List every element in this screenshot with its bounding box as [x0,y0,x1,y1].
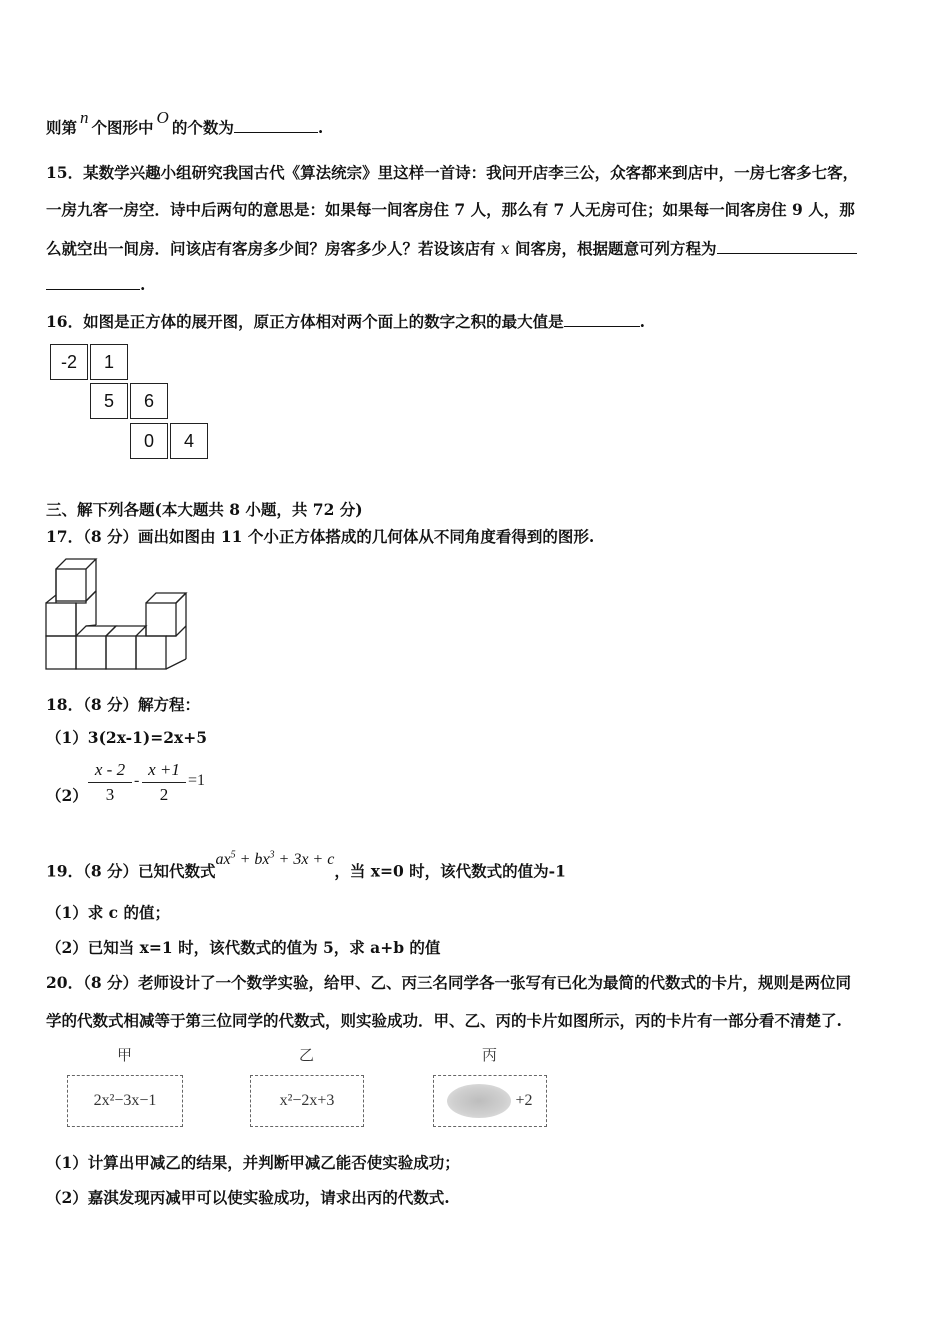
term-b: + bx [235,851,270,869]
q15-line3-a: 么就空出一间房．问该店有客房多少间？房客多少人？若设该店有 [46,239,501,258]
answer-blank[interactable] [564,310,640,327]
q20-part2: （2）嘉淇发现丙减甲可以使实验成功，请求出丙的代数式. [46,1188,450,1207]
q20-line1: 20．（8 分）老师设计了一个数学实验，给甲、乙、丙三名同学各一张写有已化为最简的代数式的卡片，规则是两位同 [46,973,852,992]
fraction-2-num: x +1 [148,760,180,779]
card-label-jia: 甲 [117,1046,133,1064]
fraction-1-num: x - 2 [94,760,126,779]
q17-line: 17．（8 分）画出如图由 11 个小正方体搭成的几何体从不同角度看得到的图形. [46,527,595,546]
term-a: ax [215,851,231,869]
q19-prefix: 19．（8 分）已知代数式 [46,861,216,881]
net-cell: -2 [50,344,88,380]
card-yi: x²−2x+3 [250,1075,364,1127]
net-cell: 0 [130,423,168,459]
q14-line [46,108,324,138]
card-jia: 2x²−3x−1 [67,1075,183,1127]
q16-line [46,310,645,332]
var-o: O [156,108,169,127]
term-c: + 3x + c [274,851,335,869]
q18-part1: （1）3(2x-1)=2x+5 [46,728,207,747]
equation-rhs: =1 [188,772,206,789]
card-bing-text: +2 [515,1092,533,1109]
exponent: 3 [269,850,275,861]
fraction-2 [142,760,186,805]
cube-stack-figure [44,555,192,673]
answer-blank[interactable] [717,237,857,254]
q14-mid: 个图形中 [91,118,154,137]
fraction-bar [142,782,186,783]
card-bing [433,1075,547,1127]
q15-line3-b: 间客房，根据题意可列方程为 [509,239,717,258]
q15-line4 [46,273,145,295]
fraction-2-den: 2 [159,785,169,804]
var-n: n [80,108,89,127]
q14-prefix: 则第 [46,118,78,137]
q14-end: . [317,118,324,137]
section-title: 三、解下列各题(本大题共 8 小题，共 72 分) [46,500,363,519]
q19-line [46,850,566,882]
answer-blank-cont[interactable] [46,273,140,290]
q15-line2: 一房九客一房空．诗中后两句的意思是：如果每一间客房住 7 人，那么有 7 人无房可住；如果每一间客房住 9 人，那 [46,200,855,219]
q15-end: . [140,275,146,294]
exponent: 5 [230,850,236,861]
answer-blank[interactable] [234,116,318,133]
q16-text: 16．如图是正方体的展开图，原正方体相对两个面上的数字之积的最大值是 [46,312,564,331]
q20-line2: 学的代数式相减等于第三位同学的代数式，则实验成功．甲、乙、丙的卡片如图所示，丙的卡片有一部分看不清楚了. [46,1011,842,1030]
net-cell: 4 [170,423,208,459]
q19-part1: （1）求 c 的值； [46,903,171,922]
card-label-yi: 乙 [299,1046,315,1064]
net-cell: 5 [90,383,128,419]
polynomial-expression [216,851,335,868]
net-cell: 1 [90,344,128,380]
q19-part2: （2）已知当 x=1 时，该代数式的值为 5，求 a+b 的值 [46,938,441,957]
q14-suffix: 的个数为 [171,118,234,137]
smudge-blob [447,1084,511,1118]
fraction-bar [88,782,132,783]
q19-suffix: ，当 x=0 时，该代数式的值为-1 [334,861,566,881]
net-cell: 6 [130,383,168,419]
q16-end: . [639,312,645,331]
q15-line1: 15．某数学兴趣小组研究我国古代《算法统宗》里这样一首诗：我问开店李三公，众客都来到店中，一房七客多七客， [46,163,859,182]
card-label-bing: 丙 [482,1046,498,1064]
q18-title: 18．（8 分）解方程： [46,695,201,714]
q18-part2-label: （2） [46,786,88,805]
q15-line3 [46,237,857,259]
fraction-1-den: 3 [105,785,115,804]
q20-part1: （1）计算出甲减乙的结果，并判断甲减乙能否使实验成功； [46,1153,460,1172]
minus-sign: - [134,772,140,789]
fraction-1 [88,760,132,805]
var-x: x [500,240,510,258]
